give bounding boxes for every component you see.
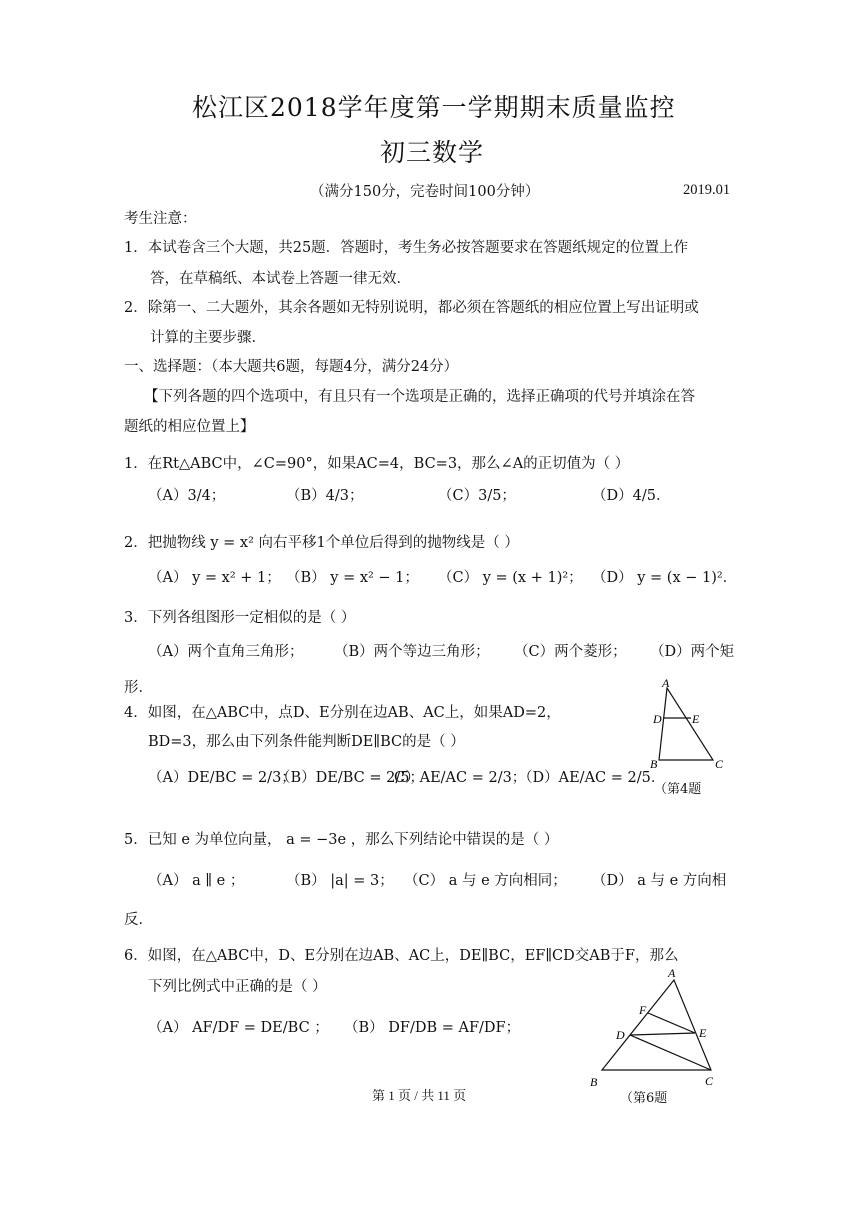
q1-option-a: （A）3/4；	[148, 488, 226, 504]
q6-label-a: A	[668, 966, 676, 980]
q6-label-e: E	[699, 1026, 707, 1040]
q3-option-d: （D）两个矩	[650, 644, 735, 660]
notice-heading: 考生注意：	[124, 211, 197, 227]
question-3-stem: 3．下列各组图形一定相似的是（ ）	[124, 610, 356, 626]
q6-label-c: C	[705, 1074, 714, 1088]
q2-option-c: （C） y = (x + 1)²；	[438, 570, 583, 586]
question-4-stem-cont: BD=3，那么由下列条件能判断DE∥BC的是（ ）	[148, 734, 465, 750]
q2-option-b: （B） y = x² − 1；	[286, 570, 419, 586]
q5-option-d: （D） a 与 e 方向相	[592, 873, 727, 889]
q5-option-d-cont: 反．	[124, 912, 153, 928]
page-subtitle: 初三数学	[380, 138, 485, 167]
q6-label-d: D	[616, 1028, 625, 1042]
page-title: 松江区2018学年度第一学期期末质量监控	[192, 93, 676, 122]
q4-option-c: C）AE/AC = 2/3；	[394, 770, 527, 786]
q1-option-c: （C）3/5；	[438, 488, 516, 504]
question-6-stem-cont: 下列比例式中正确的是（ ）	[148, 979, 327, 995]
q1-option-d: （D）4/5．	[592, 488, 671, 504]
q3-option-d-cont: 形．	[124, 680, 153, 696]
question-4-stem: 4．如图，在△ABC中，点D、E分别在边AB、AC上，如果AD=2，	[124, 705, 561, 721]
section-instruction: 【下列各题的四个选项中，有且只有一个选项是正确的，选择正确项的代号并填涂在答	[144, 389, 695, 405]
notice-item-1-cont: 答，在草稿纸、本试卷上答题一律无效．	[150, 271, 411, 287]
page-footer: 第 1 页 / 共 11 页	[372, 1088, 467, 1103]
question-1-stem: 1．在Rt△ABC中，∠C=90°，如果AC=4，BC=3，那么∠A的正切值为（ ）	[124, 456, 630, 472]
q1-option-b: （B）4/3；	[286, 488, 364, 504]
question-6-stem: 6．如图，在△ABC中，D、E分别在边AB、AC上，DE∥BC，EF∥CD交AB于F，那么	[124, 948, 679, 964]
question-2-stem: 2．把抛物线 y = x² 向右平移1个单位后得到的抛物线是（ ）	[124, 535, 519, 551]
q3-option-c: （C）两个菱形；	[514, 644, 627, 660]
q5-option-c: （C） a 与 e 方向相同；	[404, 873, 567, 889]
q4-label-e: E	[692, 712, 700, 726]
q4-option-d: （D）AE/AC = 2/5．	[518, 770, 666, 786]
q4-label-a: A	[662, 676, 670, 690]
notice-item-2-cont: 计算的主要步骤．	[150, 330, 266, 346]
section-heading: 一、选择题：（本大题共6题，每题4分，满分24分）	[124, 359, 459, 375]
q6-triangle-figure	[585, 964, 725, 1090]
q5-option-b: （B） |a| = 3；	[286, 873, 394, 889]
q4-option-a: （A）DE/BC = 2/3；	[148, 770, 296, 786]
q6-label-f: F	[639, 1003, 647, 1017]
q4-label-d: D	[653, 712, 662, 726]
exam-date: 2019.01	[683, 182, 731, 198]
notice-item-2: 2．除第一、二大题外，其余各题如无特别说明，都必须在答题纸的相应位置上写出证明或	[124, 300, 699, 316]
notice-item-1: 1．本试卷含三个大题，共25题．答题时，考生务必按答题要求在答题纸规定的位置上作	[124, 240, 689, 256]
q3-option-a: （A）两个直角三角形；	[148, 644, 304, 660]
q5-option-a: （A） a ∥ e ；	[148, 873, 245, 889]
q6-option-a: （A） AF/DF = DE/BC ；	[148, 1020, 329, 1036]
q3-option-b: （B）两个等边三角形；	[334, 644, 490, 660]
q4-triangle-figure	[640, 676, 730, 772]
question-5-stem: 5．已知 e 为单位向量， a = −3e ，那么下列结论中错误的是（ ）	[124, 832, 559, 848]
q6-figure-caption: （第6题	[620, 1091, 668, 1106]
q6-label-b: B	[590, 1075, 598, 1089]
q4-label-c: C	[715, 757, 724, 771]
q2-option-d: （D） y = (x − 1)²．	[592, 570, 738, 586]
q6-option-b: （B） DF/DB = AF/DF；	[344, 1020, 521, 1036]
q4-label-b: B	[650, 757, 658, 771]
q2-option-a: （A） y = x² + 1；	[148, 570, 281, 586]
exam-info: （满分150分，完卷时间100分钟）	[310, 184, 540, 200]
section-instruction-cont: 题纸的相应位置上】	[124, 419, 255, 435]
q4-option-b: （B）DE/BC = 2/5；	[276, 770, 424, 786]
q4-figure-caption: （第4题	[654, 782, 702, 797]
